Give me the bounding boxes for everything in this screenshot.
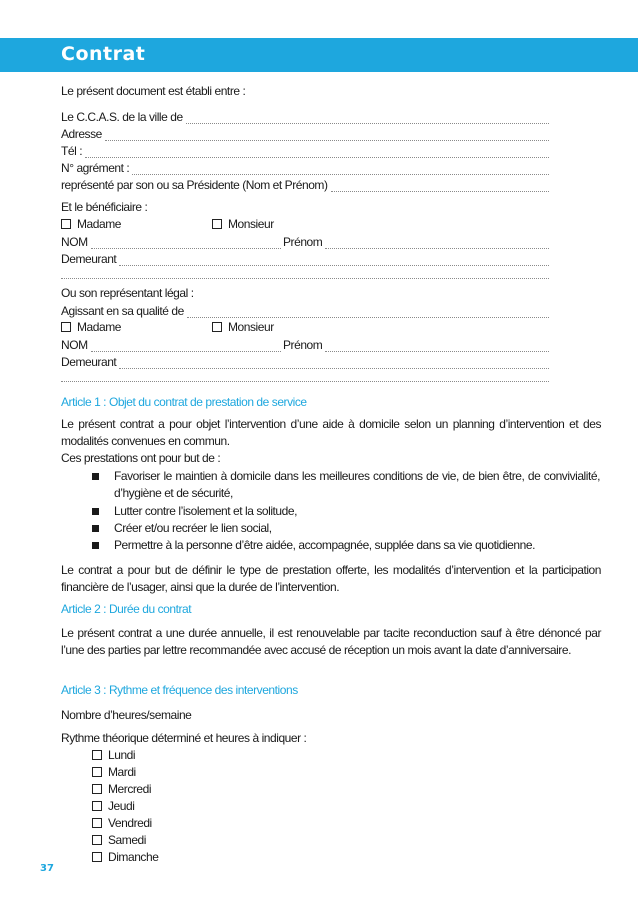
article2-heading: Article 2 : Durée du contrat bbox=[61, 602, 192, 616]
demeurant-label: Demeurant bbox=[61, 252, 117, 266]
represented-label: représenté par son ou sa Présidente (Nom et Prénom) bbox=[61, 178, 328, 192]
day-option-dimanche[interactable]: Dimanche bbox=[92, 850, 158, 864]
representative-nom-field[interactable] bbox=[61, 337, 281, 352]
page-title: Contrat bbox=[61, 43, 146, 65]
day-option-samedi[interactable]: Samedi bbox=[92, 833, 146, 847]
rhythm-label: Rythme théorique déterminé et heures à indiquer : bbox=[61, 731, 307, 745]
day-checkbox[interactable] bbox=[92, 767, 102, 777]
nom-label: NOM bbox=[61, 235, 88, 249]
representative-demeurant-field[interactable] bbox=[61, 354, 549, 369]
article1-heading: Article 1 : Objet du contrat de prestation de service bbox=[61, 395, 307, 409]
day-option-lundi[interactable]: Lundi bbox=[92, 748, 135, 762]
represented-field[interactable] bbox=[61, 177, 549, 192]
day-option-mercredi[interactable]: Mercredi bbox=[92, 782, 151, 796]
list-item: Permettre à la personne d’être aidée, accompagnée, supplée dans sa vie quotidienne. bbox=[92, 537, 600, 554]
madame-checkbox[interactable] bbox=[61, 322, 71, 332]
representative-title: Ou son représentant légal : bbox=[61, 286, 194, 300]
day-checkbox[interactable] bbox=[92, 750, 102, 760]
phone-field[interactable] bbox=[61, 143, 549, 158]
beneficiary-demeurant-field[interactable] bbox=[61, 251, 549, 266]
article2-paragraph: Le présent contrat a une durée annuelle, il est renouvelable par tacite reconduction sauf à être dénoncé par l’une des parties par lettre recommandée avec accusé de réception un mois avant la date d’anniversaire. bbox=[61, 626, 601, 657]
monsieur-checkbox[interactable] bbox=[212, 219, 222, 229]
article1-paragraph3: Le contrat a pour but de définir le type de prestation offerte, les modalités d’intervention et la participation financière de l’usager, ainsi que la durée de l’intervention. bbox=[61, 563, 601, 594]
demeurant-label: Demeurant bbox=[61, 355, 117, 369]
bullet-square bbox=[92, 542, 99, 549]
beneficiary-prenom-field[interactable] bbox=[283, 234, 549, 249]
day-checkbox[interactable] bbox=[92, 818, 102, 828]
nom-label: NOM bbox=[61, 338, 88, 352]
article1-paragraph2: Ces prestations ont pour but de : bbox=[61, 451, 221, 465]
beneficiary-monsieur-option[interactable] bbox=[212, 217, 274, 232]
day-checkbox[interactable] bbox=[92, 801, 102, 811]
madame-checkbox[interactable] bbox=[61, 219, 71, 229]
approval-field[interactable] bbox=[61, 160, 549, 175]
madame-label: Madame bbox=[77, 217, 121, 231]
monsieur-checkbox[interactable] bbox=[212, 322, 222, 332]
madame-label: Madame bbox=[77, 320, 121, 334]
list-item: Créer et/ou recréer le lien social, bbox=[92, 520, 600, 537]
title-banner bbox=[0, 38, 638, 72]
representative-monsieur-option[interactable] bbox=[212, 320, 274, 335]
ccas-city-field[interactable] bbox=[61, 109, 549, 124]
article1-paragraph1: Le présent contrat a pour objet l’intervention d’une aide à domicile selon un planning d’intervention et des modalités convenues en commun. bbox=[61, 417, 601, 448]
intro-text: Le présent document est établi entre : bbox=[61, 84, 246, 98]
ccas-city-label: Le C.C.A.S. de la ville de bbox=[61, 110, 183, 124]
acting-capacity-field[interactable] bbox=[61, 303, 549, 318]
day-checkbox[interactable] bbox=[92, 784, 102, 794]
day-checkbox[interactable] bbox=[92, 835, 102, 845]
beneficiary-title: Et le bénéficiaire : bbox=[61, 200, 148, 214]
day-checkbox[interactable] bbox=[92, 852, 102, 862]
monsieur-label: Monsieur bbox=[228, 320, 274, 334]
bullet-square bbox=[92, 473, 99, 480]
day-option-jeudi[interactable]: Jeudi bbox=[92, 799, 134, 813]
bullet-square bbox=[92, 508, 99, 515]
day-option-mardi[interactable]: Mardi bbox=[92, 765, 136, 779]
representative-address-line2[interactable] bbox=[61, 380, 549, 382]
beneficiary-nom-field[interactable] bbox=[61, 234, 281, 249]
representative-madame-option[interactable] bbox=[61, 320, 121, 335]
beneficiary-address-line2[interactable] bbox=[61, 277, 549, 279]
page-number: 37 bbox=[40, 863, 54, 874]
phone-label: Tél : bbox=[61, 144, 83, 158]
representative-prenom-field[interactable] bbox=[283, 337, 549, 352]
prenom-label: Prénom bbox=[283, 338, 323, 352]
list-item: Lutter contre l’isolement et la solitude, bbox=[92, 503, 600, 520]
list-item: Favoriser le maintien à domicile dans les meilleures conditions de vie, de bien être, de convivialité, d’hygiène et de sécurité, bbox=[92, 468, 600, 502]
beneficiary-madame-option[interactable] bbox=[61, 217, 121, 232]
acting-label: Agissant en sa qualité de bbox=[61, 304, 184, 318]
approval-label: N° agrément : bbox=[61, 161, 130, 175]
prenom-label: Prénom bbox=[283, 235, 323, 249]
day-option-vendredi[interactable]: Vendredi bbox=[92, 816, 152, 830]
monsieur-label: Monsieur bbox=[228, 217, 274, 231]
article3-heading: Article 3 : Rythme et fréquence des interventions bbox=[61, 683, 298, 697]
bullet-square bbox=[92, 525, 99, 532]
address-field[interactable] bbox=[61, 126, 549, 141]
address-label: Adresse bbox=[61, 127, 102, 141]
hours-per-week-label: Nombre d’heures/semaine bbox=[61, 708, 192, 722]
